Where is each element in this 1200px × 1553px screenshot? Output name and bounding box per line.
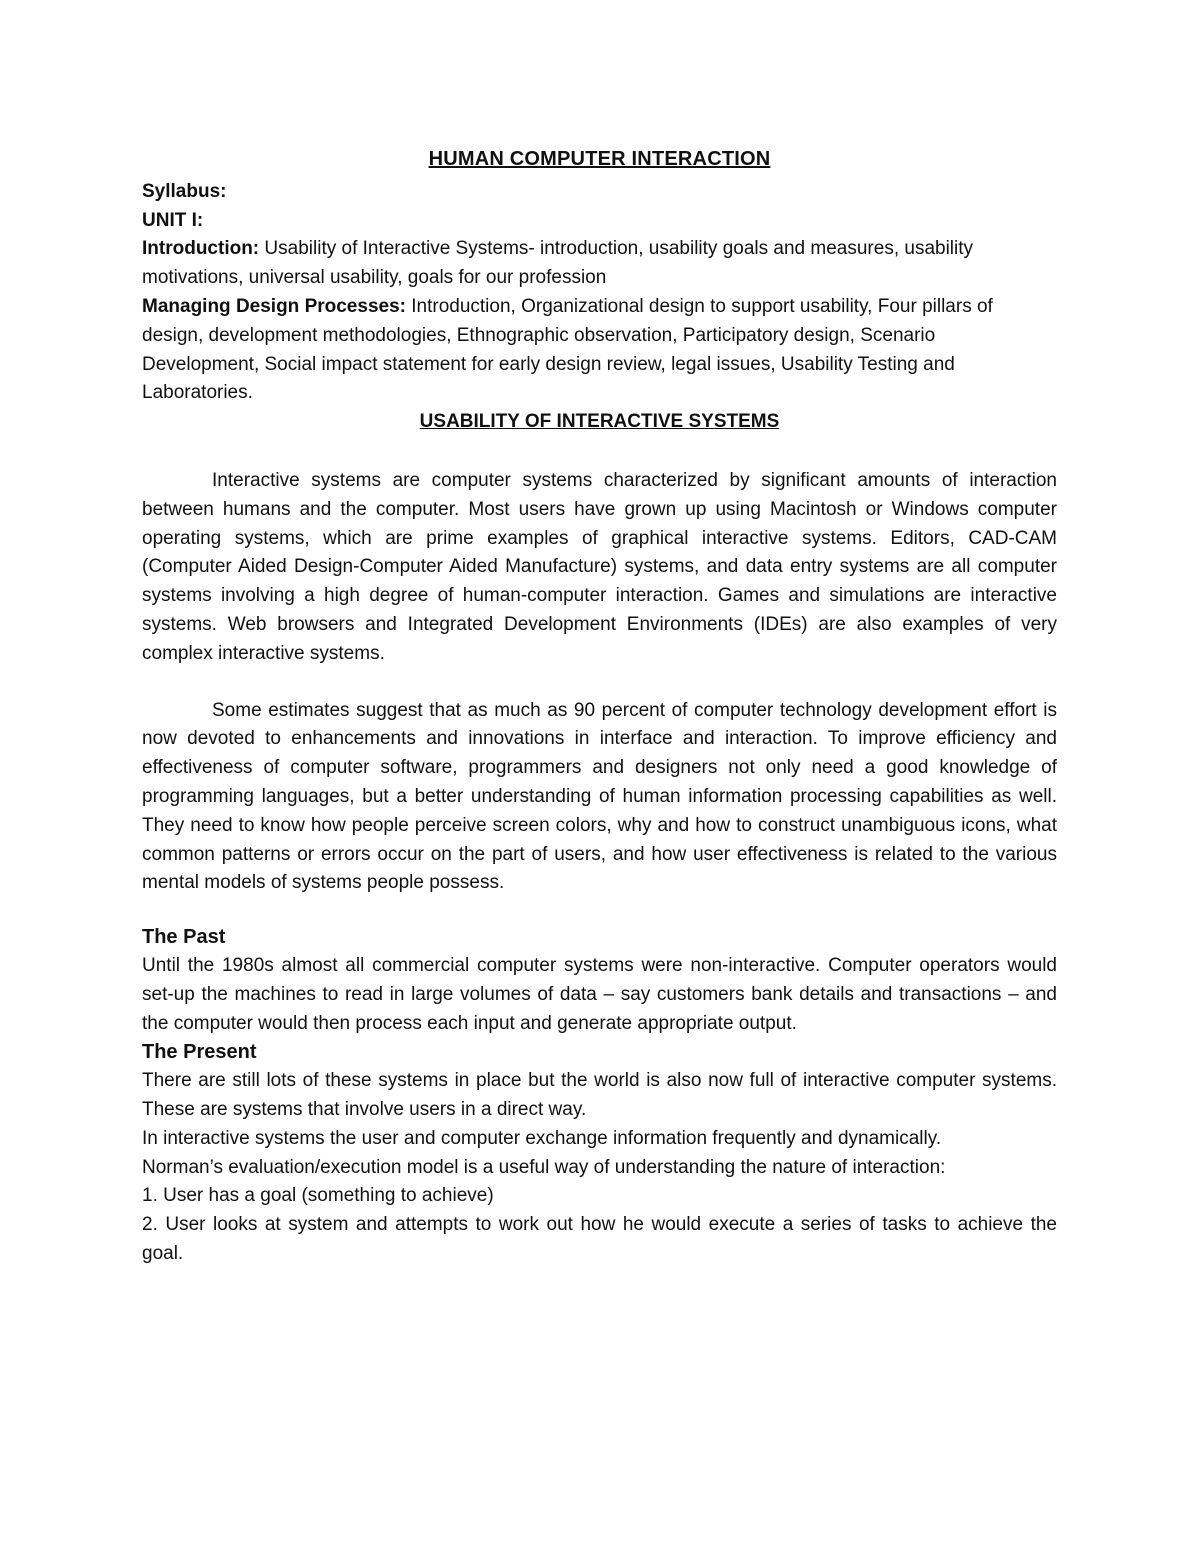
managing-design-label: Managing Design Processes: [142, 295, 406, 317]
present-heading: The Present [142, 1041, 257, 1064]
spacer [142, 669, 1057, 697]
paragraph-estimates: Some estimates suggest that as much as 90 percent of computer technology development effort is now devoted to enhancements and innovations in interface and interaction. To improve efficiency and effectiveness of computer software, programmers and designers not only need a good knowledge of programming languages, but a better understanding of human information processing capabilities as well. They need to know how people perceive screen colors, why and how to construct unambiguous icons, what common patterns or errors occur on the part of users, and how user effectiveness is related to the various mental models of systems people possess. [142, 699, 1057, 894]
paragraph-interactive-systems: Interactive systems are computer systems characterized by significant amounts of interaction between humans and the computer. Most users have grown up using Macintosh or Windows computer operating systems, which are prime examples of graphical interactive systems. Editors, CAD-CAM (Computer Aided Design-Computer Aided Manufacture) systems, and data entry systems are all computer systems involving a high degree of human-computer interaction. Games and simulations are interactive systems. Web browsers and Integrated Development Environments (IDEs) are also examples of very complex interactive systems. [142, 469, 1057, 664]
introduction-paragraph [142, 235, 1057, 293]
section-title: USABILITY OF INTERACTIVE SYSTEMS [419, 411, 780, 433]
introduction-text: Usability of Interactive Systems- introduction, usability goals and measures, usability motivations, universal usability, goals for our profession [142, 238, 974, 289]
present-paragraph-2: In interactive systems the user and computer exchange information frequently and dynamically. [142, 1127, 942, 1149]
present-paragraph-1: There are still lots of these systems in place but the world is also now full of interactive computer systems. These are systems that involve users in a direct way. [142, 1070, 1057, 1120]
list-item: 1. User has a goal (something to achieve) [142, 1185, 494, 1207]
past-paragraph: Until the 1980s almost all commercial computer systems were non-interactive. Computer operators would set-up the machines to read in large volumes of data – say customers bank details and transactions – and the computer would then process each input and generate appropriate output. [142, 954, 1057, 1034]
syllabus-label: Syllabus: [142, 180, 227, 202]
document-title: HUMAN COMPUTER INTERACTION [428, 148, 771, 170]
present-paragraph-3: Norman’s evaluation/execution model is a useful way of understanding the nature of interaction: [142, 1156, 946, 1178]
document-page [142, 145, 1057, 1269]
list-item: 2. User looks at system and attempts to work out how he would execute a series of tasks to achieve the goal. [142, 1214, 1057, 1264]
introduction-label: Introduction: [142, 238, 260, 260]
managing-design-text: Introduction, Organizational design to support usability, Four pillars of design, development methodologies, Ethnographic observation, Participatory design, Scenario Development, Social impact statement for early design review, legal issues, Usability Testing and Laboratories. [142, 295, 993, 404]
unit-label: UNIT I: [142, 209, 204, 231]
managing-design-paragraph [142, 293, 1057, 408]
past-heading: The Past [142, 926, 226, 949]
spacer [142, 898, 1057, 923]
